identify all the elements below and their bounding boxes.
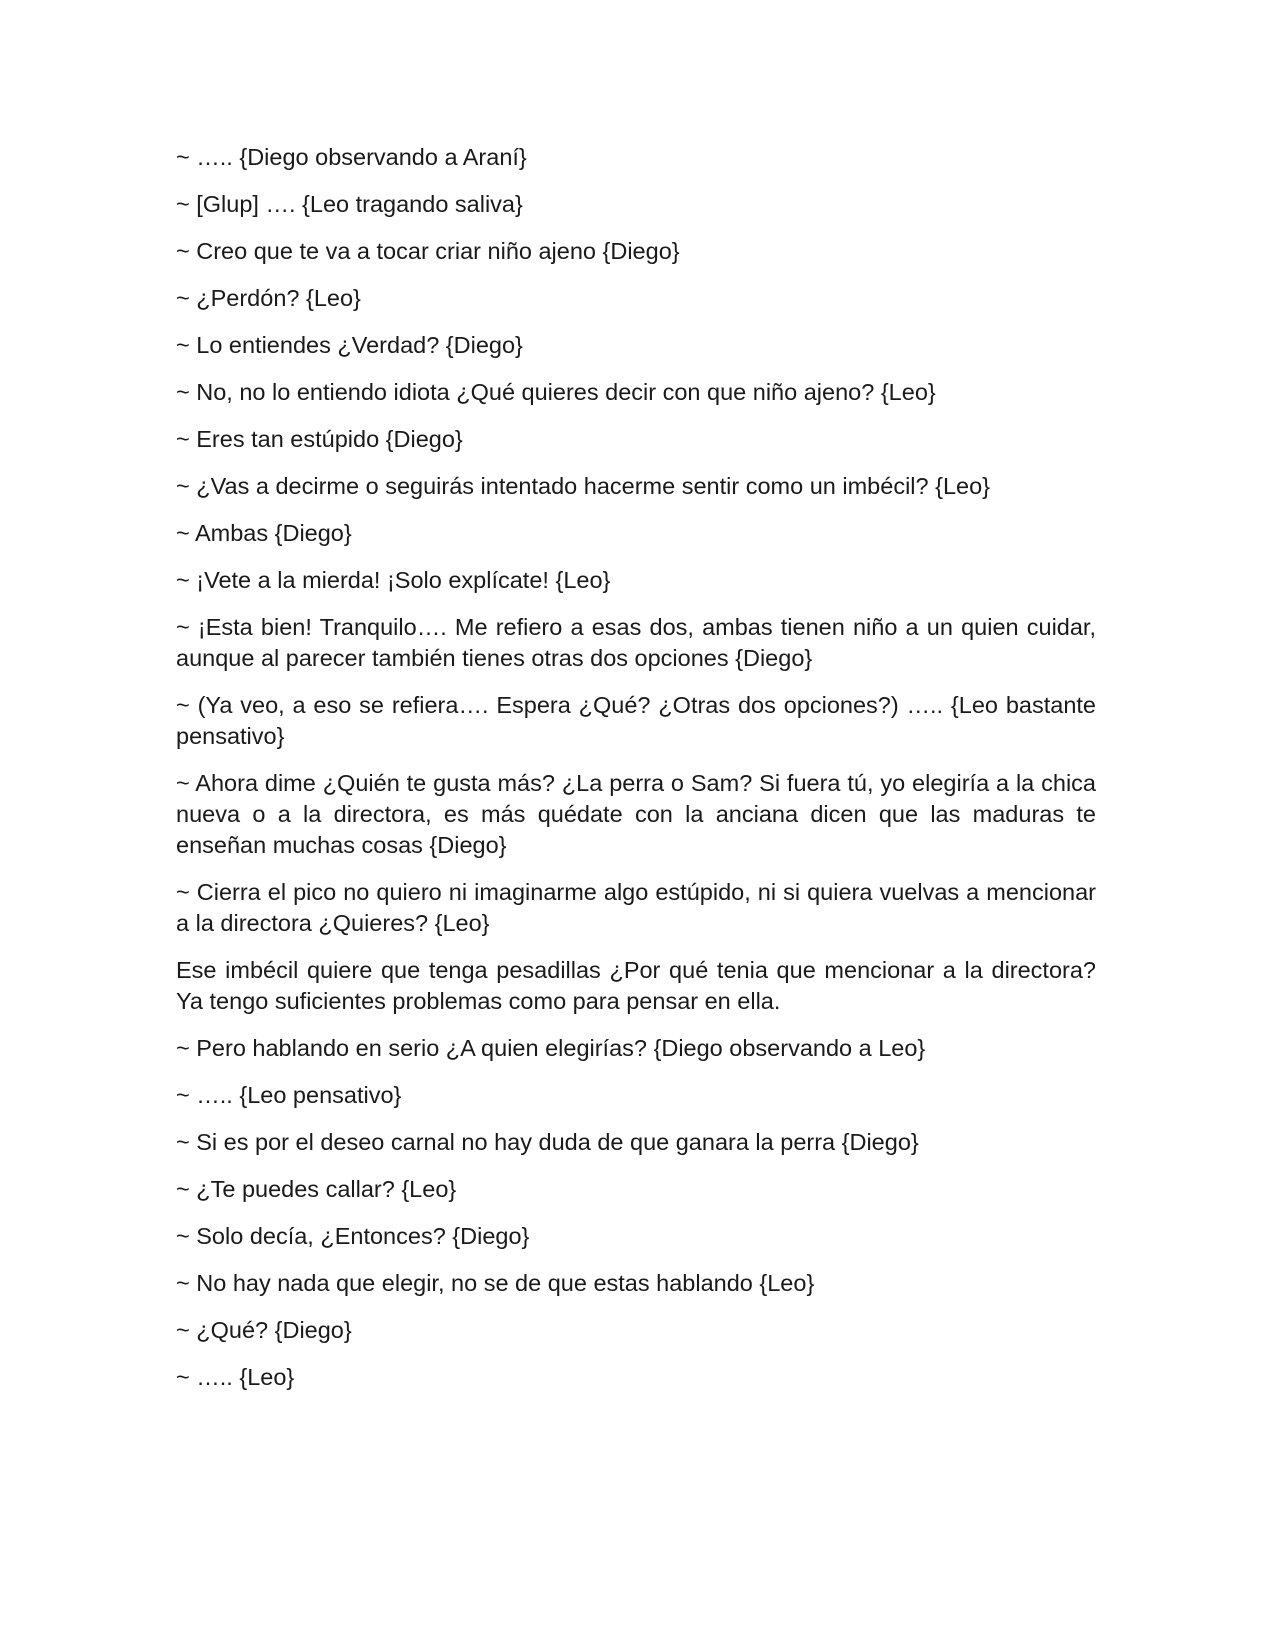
paragraph: ~ Eres tan estúpido {Diego} (176, 426, 463, 452)
paragraph: ~ ….. {Leo} (176, 1364, 295, 1390)
paragraph: ~ ¡Esta bien! Tranquilo…. Me refiero a esas dos, ambas tienen niño a un quien cuidar, aunque al parecer también tienes otras dos opciones {Diego} (176, 614, 1096, 671)
paragraph: ~ Lo entiendes ¿Verdad? {Diego} (176, 332, 523, 358)
paragraph: ~ ¿Vas a decirme o seguirás intentado hacerme sentir como un imbécil? {Leo} (176, 473, 991, 499)
paragraph: ~ Ambas {Diego} (176, 520, 352, 546)
paragraph: ~ ¿Te puedes callar? {Leo} (176, 1176, 457, 1202)
paragraph: ~ [Glup] …. {Leo tragando saliva} (176, 191, 523, 217)
narration-paragraph: Ese imbécil quiere que tenga pesadillas ¿Por qué tenia que mencionar a la directora? Ya tengo suficientes problemas como para pensar en ella. (176, 957, 1096, 1014)
document-body (176, 142, 1096, 1409)
paragraph: ~ Si es por el deseo carnal no hay duda de que ganara la perra {Diego} (176, 1129, 919, 1155)
paragraph: ~ ¡Vete a la mierda! ¡Solo explícate! {Leo} (176, 567, 611, 593)
paragraph: ~ Solo decía, ¿Entonces? {Diego} (176, 1223, 530, 1249)
paragraph: ~ Pero hablando en serio ¿A quien elegirías? {Diego observando a Leo} (176, 1035, 926, 1061)
paragraph: ~ Ahora dime ¿Quién te gusta más? ¿La perra o Sam? Si fuera tú, yo elegiría a la chica nueva o a la directora, es más quédate con la anciana dicen que las maduras te enseñan muchas cosas {Diego} (176, 770, 1096, 858)
paragraph: ~ ¿Perdón? {Leo} (176, 285, 361, 311)
paragraph: ~ ….. {Diego observando a Araní} (176, 144, 527, 170)
paragraph: ~ No hay nada que elegir, no se de que estas hablando {Leo} (176, 1270, 815, 1296)
paragraph: ~ Creo que te va a tocar criar niño ajeno {Diego} (176, 238, 680, 264)
paragraph: ~ No, no lo entiendo idiota ¿Qué quieres decir con que niño ajeno? {Leo} (176, 379, 936, 405)
paragraph: ~ ….. {Leo pensativo} (176, 1082, 402, 1108)
paragraph: ~ (Ya veo, a eso se refiera…. Espera ¿Qué? ¿Otras dos opciones?) ….. {Leo bastante pensativo} (176, 692, 1096, 749)
paragraph: ~ ¿Qué? {Diego} (176, 1317, 352, 1343)
paragraph: ~ Cierra el pico no quiero ni imaginarme algo estúpido, ni si quiera vuelvas a mencionar a la directora ¿Quieres? {Leo} (176, 879, 1096, 936)
